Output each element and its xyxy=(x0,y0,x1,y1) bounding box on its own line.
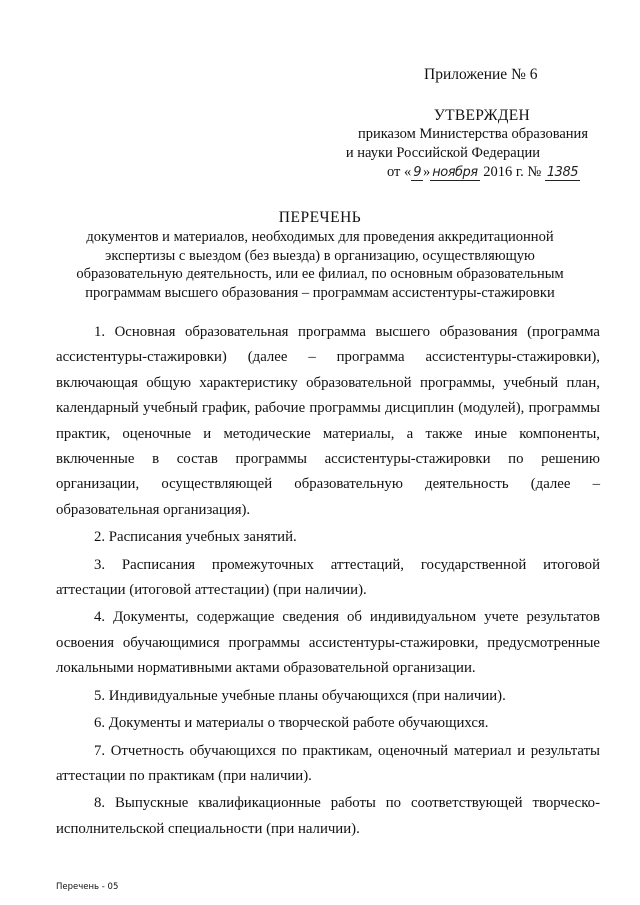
list-item: 4. Документы, содержащие сведения об индивидуальном учете результатов освоения обучающимися программы ассистентуры-стажировки, предусмотренные локальными нормативными актами образовательной организации. xyxy=(56,609,600,677)
date-prefix: от « xyxy=(386,164,412,180)
annex-label: Приложение № 6 xyxy=(424,66,538,83)
date-year: 2016 г. № xyxy=(483,164,542,180)
subtitle-line: документов и материалов, необходимых для проведения аккредитационной xyxy=(86,229,554,245)
list-item: 5. Индивидуальные учебные планы обучающихся (при наличии). xyxy=(94,687,506,704)
list-item: 1. Основная образовательная программа высшего образования (программа ассистентуры-стажировки) (далее – программа ассистентуры-стажировки), включающая общую характеристику образовательной программы, учебный план, календарный учебный график, рабочие программы дисциплин (модулей), программы практик, оценочные и методические материалы, а также иные компоненты, включенные в состав программы ассистентуры-стажировки по решению организации, осуществляющей образовательную деятельность (далее – образовательная организация). xyxy=(56,324,600,518)
list-item: 7. Отчетность обучающихся по практикам, оценочный материал и результаты аттестации по практикам (при наличии). xyxy=(56,742,600,784)
approval-block xyxy=(0,106,640,182)
list-item: 8. Выпускные квалификационные работы по соответствующей творческо-исполнительской специальности (при наличии). xyxy=(56,795,600,837)
date-month: ноября xyxy=(432,165,478,180)
document-heading xyxy=(60,208,580,302)
date-mid: » xyxy=(423,164,431,180)
order-date-line xyxy=(0,163,580,182)
document-title: ПЕРЕЧЕНЬ xyxy=(278,209,362,226)
order-line-2: и науки Российской Федерации xyxy=(345,145,540,161)
list-item: 6. Документы и материалы о творческой работе обучающихся. xyxy=(94,715,489,732)
subtitle-line: образовательную деятельность, или ее филиал, по основным образовательным xyxy=(76,266,564,282)
order-number: 1385 xyxy=(546,165,578,180)
subtitle-line: программам высшего образования – программам ассистентуры-стажировки xyxy=(85,284,555,301)
date-day: 9 xyxy=(413,165,421,180)
list-item: 3. Расписания промежуточных аттестаций, государственной итоговой аттестации (итоговой аттестации) (при наличии). xyxy=(56,556,600,599)
approved-title: УТВЕРЖДЕН xyxy=(433,107,530,124)
order-line-1: приказом Министерства образования xyxy=(357,126,588,142)
document-body xyxy=(56,320,600,844)
footer-label: Перечень - 05 xyxy=(56,882,119,892)
list-item: 2. Расписания учебных занятий. xyxy=(94,529,297,546)
subtitle-line: экспертизы с выездом (без выезда) в организацию, осуществляющую xyxy=(105,247,535,264)
